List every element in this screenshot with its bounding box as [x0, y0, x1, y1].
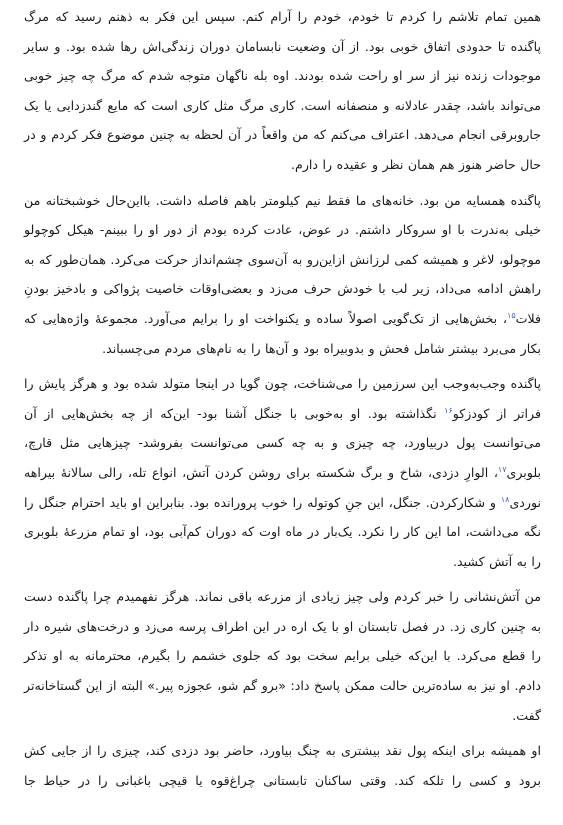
paragraph-text: من آتش‌نشانی را خبر کردم ولی چیز زیادی از مزرعه باقی نماند. هرگز نفهمیدم چرا پاگنده دست به چنین کاری زد. در فصل تابستان او با یک اره در این اطراف پرسه می‌زد و درخت‌های شیره دار را قطع می‌کرد. با این‌که خیلی برایم سخت بود که جلوی خشمم را بگیرم، محترمانه به او تذکر دادم. او نیز به ساده‌ترین حالت ممکن پاسخ داد: «برو گم شو، عجوزه پیر.» البته از این گستاخانه‌تر گفت.	[24, 589, 541, 723]
body-paragraph	[24, 736, 541, 795]
body-paragraph	[24, 582, 541, 730]
paragraph-text: نگذاشته بود. او به‌خوبی با جنگل آشنا بود- این‌که از چه بخش‌هایی از آن می‌توانست پول دربیاورد، چه چیزی و به چه کسی می‌توانست بفروشد- چیزهایی مثل قارچ، بلوبری	[24, 405, 541, 480]
paragraph-text: ، الوارِ دزدی، شاخ و برگ شکسته برای روشن کردن آتش، انواع تله، رالی سالانهٔ بیراهه نوردی	[24, 464, 541, 510]
paragraph-text: پاگنده وجب‌به‌وجب این سرزمین را می‌شناخت، چون گویا در اینجا متولد شده بود و هرگز پایش را فراتر از کودزکو	[24, 376, 541, 421]
text-column	[24, 2, 541, 795]
paragraph-text: پاگنده همسایه من بود. خانه‌های ما فقط نیم کیلومتر باهم فاصله داشت. بااین‌حال خوشبختانه من خیلی به‌ندرت با او سروکار داشتم. در عوض، عادت کرده بودم از دور او را ببینم- هیکل کوچولو موچولو، لاغر و همیشه کمی لرزانش ازاین‌رو به آن‌سوی چشم‌انداز حرکت می‌کرد. همان‌طور که به راهش ادامه می‌داد، زیر لب با خودش حرف می‌زد و بعضی‌اوقات خاصیت پژواکی و بادخیز بودنِ فلات	[24, 192, 541, 326]
body-paragraph	[24, 2, 541, 180]
body-paragraph	[24, 369, 541, 576]
footnote-reference[interactable]: ۱۵	[507, 310, 516, 320]
body-paragraph	[24, 186, 541, 364]
paragraph-text: او همیشه برای اینکه پول نقد بیشتری به چنگ بیاورد، حاضر بود دزدی کند، چیزی را از جایی کش برود و کسی را تلکه کند. وقتی ساکنان تابستانی چراغ‌قوه یا قیچی باغبانی را در حیاط جا	[24, 743, 541, 788]
footnote-reference[interactable]: ۱۶	[444, 405, 453, 415]
paragraph-text: ، بخش‌هایی از تک‌گویی اصولاً ساده و یکنواخت او را برایم می‌آورد. مجموعهٔ واژه‌هایی که بکار می‌برد بیشتر شامل فحش و بدوبیراه بود و آن‌ها را به نام‌های مردم می‌چسباند.	[24, 310, 541, 356]
paragraph-text: و شکارکردن. جنگل، این جنِ کوتوله را خوب پرورانده بود. بنابراین او باید احترام جنگل را نگه می‌داشت، اما این کار را نکرد. یک‌بار در ماه اوت که دوران کم‌آبی بود، او تمام مزرعهٔ بلوبری را به آتش کشید.	[24, 494, 541, 569]
paragraph-text: همین تمام تلاشم را کردم تا خودم، خودم را آرام کنم. سپس این فکر به ذهنم رسید که مرگ پاگنده تا حدودی اتفاق خوبی بود. از آن وضعیت نابسامان دوران زندگی‌اش رها شده بود. و سایر موجودات زنده نیز از سر او راحت شده بودند. اوه بله ناگهان متوجه شدم که مرگ چه چیز خوبی می‌تواند باشد، چقدر عادلانه و منصفانه است. کاری مرگ مثل کاری است که مایع گندزدایی یا یک جاروبرقی انجام می‌دهد. اعتراف می‌کنم که من واقعاً در آن لحظه به چنین موضوع فکر کردم و در حال حاضر هنوز هم همان نظر و عقیده را دارم.	[24, 9, 541, 172]
footnote-reference[interactable]: ۱۷	[497, 464, 507, 474]
footnote-reference[interactable]: ۱۸	[500, 494, 510, 504]
